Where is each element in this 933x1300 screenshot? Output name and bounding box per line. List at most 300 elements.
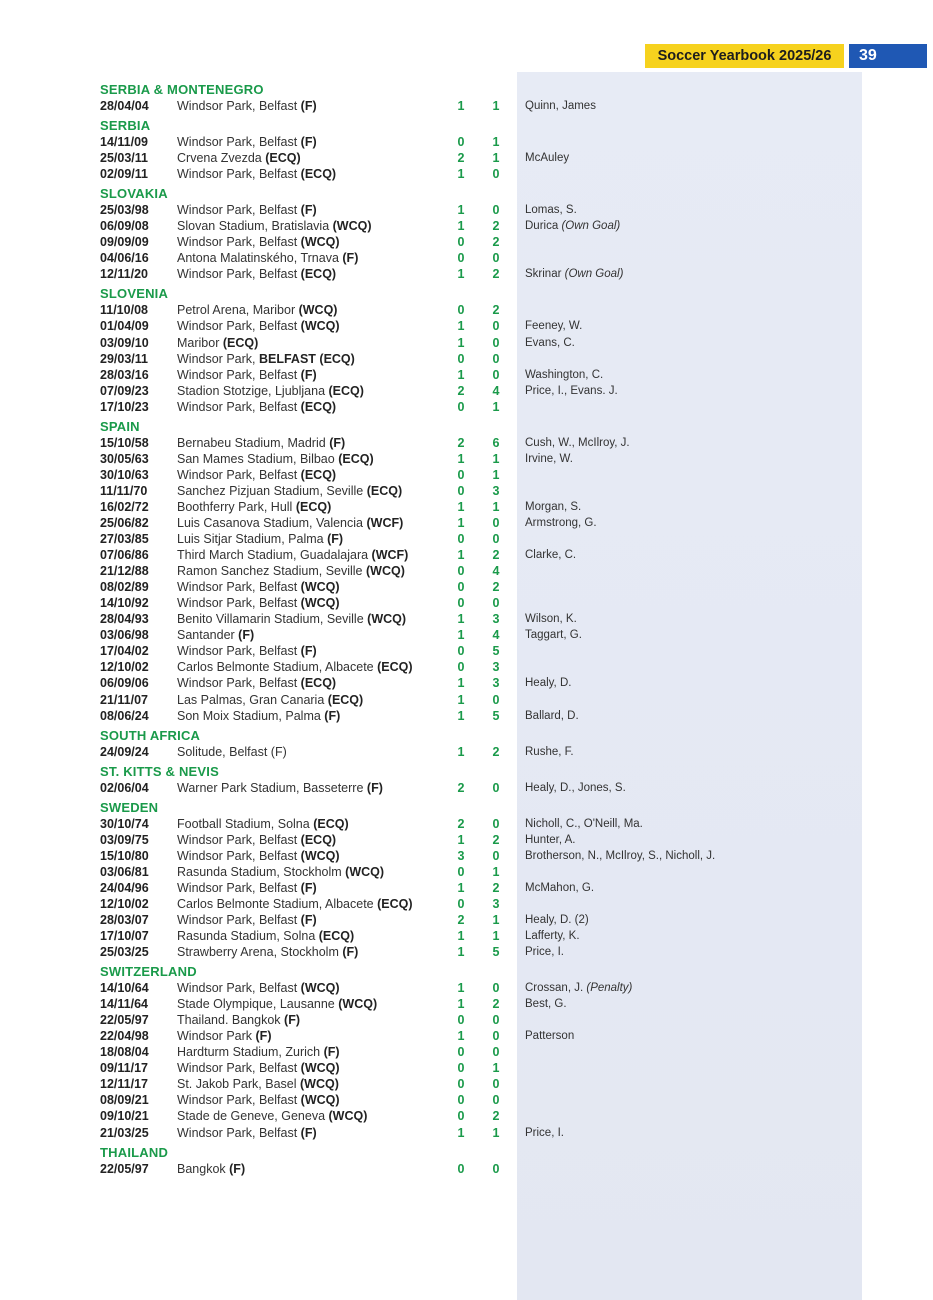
- match-row: [100, 499, 900, 515]
- score-home: 0: [457, 1093, 465, 1108]
- goal-scorers: [525, 318, 582, 334]
- match-date: 03/06/98: [100, 628, 149, 643]
- score-home: 1: [457, 929, 465, 944]
- match-date: 15/10/80: [100, 848, 149, 863]
- match-date: 07/06/86: [100, 548, 149, 563]
- match-row: [100, 166, 900, 182]
- match-date: 16/02/72: [100, 499, 149, 514]
- match-row: [100, 1108, 900, 1124]
- match-venue: [177, 98, 317, 114]
- match-venue: [177, 166, 336, 182]
- scorer-names: Durica: [525, 220, 559, 233]
- match-row: [100, 515, 900, 531]
- score-home: 1: [457, 167, 465, 182]
- venue-name: Windsor Park, Belfast: [177, 203, 298, 218]
- goal-scorers: [525, 980, 632, 996]
- goal-scorers: [525, 675, 571, 691]
- score-home: 1: [457, 267, 465, 282]
- match-venue: [177, 318, 340, 334]
- score-away: 1: [492, 499, 500, 514]
- match-date: 09/11/17: [100, 1061, 148, 1076]
- competition-code: (F): [324, 708, 341, 723]
- match-date: 15/10/58: [100, 435, 149, 450]
- match-date: 03/09/75: [100, 832, 149, 847]
- competition-code: (WCQ): [338, 997, 378, 1012]
- venue-name: Windsor Park, Belfast: [177, 367, 298, 382]
- goal-scorers: [525, 98, 596, 114]
- venue-name: Carlos Belmonte Stadium, Albacete: [177, 660, 374, 675]
- competition-code: (ECQ): [300, 676, 337, 691]
- score-home: 1: [457, 832, 465, 847]
- competition-code: BELFAST (ECQ): [258, 351, 355, 366]
- venue-name: Windsor Park, Belfast: [177, 644, 298, 659]
- match-date: 12/10/02: [100, 896, 149, 911]
- venue-name: Hardturm Stadium, Zurich: [177, 1045, 321, 1060]
- score-away: 2: [492, 832, 500, 847]
- goal-scorers: [525, 928, 580, 944]
- country-heading: THAILAND: [100, 1144, 169, 1160]
- score-home: 0: [457, 235, 465, 250]
- match-venue: [177, 944, 358, 960]
- score-away: 0: [492, 515, 500, 530]
- country-section: [100, 419, 900, 724]
- competition-code: (WCQ): [300, 319, 340, 334]
- match-row: [100, 250, 900, 266]
- match-venue: [177, 1012, 300, 1028]
- score-away: 5: [492, 945, 500, 960]
- country-section: [100, 800, 900, 960]
- match-date: 25/03/25: [100, 945, 149, 960]
- match-row: [100, 1060, 900, 1076]
- match-row: [100, 627, 900, 643]
- match-row: [100, 483, 900, 499]
- match-venue: [177, 483, 402, 499]
- scorer-names: Washington, C.: [525, 368, 604, 381]
- competition-code: (ECQ): [338, 451, 374, 466]
- score-home: 1: [457, 628, 465, 643]
- match-venue: [177, 351, 355, 367]
- venue-name: Windsor Park,: [177, 351, 256, 366]
- match-row: [100, 435, 900, 451]
- match-row: [100, 563, 900, 579]
- country-heading: ST. KITTS & NEVIS: [100, 763, 219, 779]
- country-heading: SOUTH AFRICA: [100, 727, 201, 743]
- match-date: 27/03/85: [100, 532, 149, 547]
- match-row: [100, 643, 900, 659]
- score-home: 2: [457, 383, 465, 398]
- score-away: 1: [492, 1125, 500, 1140]
- match-row: [100, 864, 900, 880]
- match-venue: [177, 643, 317, 659]
- scorer-names: Lomas, S.: [525, 204, 577, 217]
- country-section: [100, 964, 900, 1140]
- match-date: 25/03/11: [100, 151, 148, 166]
- match-date: 02/06/04: [100, 780, 149, 795]
- venue-name: Ramon Sanchez Stadium, Seville: [177, 564, 363, 579]
- score-away: 0: [492, 251, 500, 266]
- match-venue: [177, 1076, 339, 1092]
- score-home: 0: [457, 896, 465, 911]
- competition-code: (ECQ): [300, 267, 337, 282]
- match-row: [100, 1044, 900, 1060]
- scorer-names: Lafferty, K.: [525, 930, 580, 943]
- venue-name: Windsor Park, Belfast: [177, 399, 298, 414]
- score-home: 3: [457, 848, 465, 863]
- goal-scorers: [525, 266, 623, 282]
- goal-scorers: [525, 1028, 574, 1044]
- competition-code: (F): [238, 628, 255, 643]
- goal-scorers: [525, 611, 577, 627]
- match-venue: [177, 864, 384, 880]
- match-venue: [177, 627, 254, 643]
- score-home: 1: [457, 1029, 465, 1044]
- venue-name: Windsor Park, Belfast: [177, 99, 298, 113]
- match-date: 12/11/17: [100, 1077, 148, 1092]
- match-date: 11/10/08: [100, 303, 148, 318]
- scorer-names: Price, I., Evans. J.: [525, 384, 618, 397]
- score-away: 2: [492, 267, 500, 282]
- score-home: 0: [457, 483, 465, 498]
- match-venue: [177, 266, 336, 282]
- country-heading: SWEDEN: [100, 799, 159, 815]
- venue-name: Windsor Park, Belfast: [177, 676, 298, 691]
- score-away: 0: [492, 1013, 500, 1028]
- score-home: 2: [457, 151, 465, 166]
- venue-name: Windsor Park, Belfast: [177, 912, 298, 927]
- score-away: 0: [492, 1093, 500, 1108]
- country-section: [100, 186, 900, 282]
- venue-name: St. Jakob Park, Basel: [177, 1077, 297, 1092]
- scorer-names: Evans, C.: [525, 336, 575, 349]
- match-date: 12/11/20: [100, 267, 148, 282]
- match-venue: [177, 1125, 317, 1141]
- match-row: [100, 595, 900, 611]
- match-row: [100, 335, 900, 351]
- venue-name: Stadion Stotzige, Ljubljana: [177, 383, 326, 398]
- match-row: [100, 451, 900, 467]
- competition-code: (ECQ): [300, 832, 337, 847]
- score-away: 3: [492, 896, 500, 911]
- match-row: [100, 832, 900, 848]
- match-date: 14/11/64: [100, 997, 148, 1012]
- competition-code: (WCQ): [366, 564, 405, 579]
- match-venue: [177, 435, 345, 451]
- match-venue: [177, 335, 258, 351]
- country-section: [100, 286, 900, 414]
- score-home: 0: [457, 351, 465, 366]
- match-venue: [177, 563, 405, 579]
- match-row: [100, 896, 900, 912]
- competition-code: (F): [300, 99, 317, 113]
- match-venue: [177, 218, 372, 234]
- venue-name: Third March Stadium, Guadalajara: [177, 548, 369, 563]
- match-venue: [177, 383, 364, 399]
- match-row: [100, 318, 900, 334]
- match-date: 22/05/97: [100, 1013, 149, 1028]
- goal-scorers: [525, 383, 618, 399]
- score-away: 2: [492, 997, 500, 1012]
- competition-code: (F): [342, 945, 359, 960]
- scorer-note: (Penalty): [586, 982, 633, 995]
- venue-name: Luis Sitjar Stadium, Palma: [177, 532, 324, 547]
- score-home: 1: [457, 451, 465, 466]
- match-row: [100, 980, 900, 996]
- match-row: [100, 675, 900, 691]
- scorer-names: Armstrong, G.: [525, 516, 597, 529]
- score-home: 1: [457, 692, 465, 707]
- score-home: 0: [457, 1061, 465, 1076]
- goal-scorers: [525, 150, 569, 166]
- venue-name: Santander: [177, 628, 235, 643]
- goal-scorers: [525, 367, 603, 383]
- country-heading: SERBIA & MONTENEGRO: [100, 82, 264, 97]
- score-home: 0: [457, 580, 465, 595]
- goal-scorers: [525, 547, 576, 563]
- score-home: 0: [457, 467, 465, 482]
- match-venue: [177, 659, 413, 675]
- venue-name: Football Stadium, Solna: [177, 816, 310, 831]
- match-venue: [177, 579, 340, 595]
- venue-name: Maribor: [177, 335, 220, 350]
- venue-name: Rasunda Stadium, Stockholm: [177, 864, 342, 879]
- competition-code: (WCQ): [328, 1109, 368, 1124]
- competition-code: (F): [327, 532, 344, 547]
- match-date: 28/04/93: [100, 612, 149, 627]
- match-date: 25/06/82: [100, 515, 149, 530]
- scorer-names: Clarke, C.: [525, 549, 577, 562]
- competition-code: (WCQ): [300, 580, 340, 595]
- match-row: [100, 611, 900, 627]
- match-venue: [177, 880, 317, 896]
- score-away: 1: [492, 467, 500, 482]
- country-heading: SLOVAKIA: [100, 186, 168, 202]
- match-date: 17/10/23: [100, 399, 149, 414]
- competition-code: (WCQ): [300, 235, 340, 250]
- venue-name: Windsor Park, Belfast: [177, 1093, 298, 1108]
- score-away: 5: [492, 708, 500, 723]
- scorer-note: (Own Goal): [561, 220, 621, 233]
- match-venue: [177, 996, 377, 1012]
- venue-name: Thailand. Bangkok: [177, 1013, 281, 1028]
- score-away: 0: [492, 596, 500, 611]
- competition-code: (ECQ): [327, 692, 364, 707]
- goal-scorers: [525, 944, 564, 960]
- match-venue: [177, 302, 337, 318]
- score-away: 2: [492, 580, 500, 595]
- venue-name: Windsor Park, Belfast: [177, 832, 298, 847]
- score-away: 1: [492, 99, 500, 113]
- score-away: 2: [492, 235, 500, 250]
- country-section: [100, 1145, 900, 1177]
- competition-code: (F): [284, 1013, 300, 1028]
- score-away: 0: [492, 319, 500, 334]
- match-row: [100, 467, 900, 483]
- match-date: 02/09/11: [100, 167, 148, 182]
- match-date: 09/10/21: [100, 1109, 149, 1124]
- venue-name: San Mames Stadium, Bilbao: [177, 451, 335, 466]
- match-venue: [177, 150, 301, 166]
- score-away: 1: [492, 864, 500, 879]
- match-date: 30/10/74: [100, 816, 149, 831]
- venue-name: Antona Malatinského, Trnava: [177, 251, 339, 266]
- score-home: 0: [457, 399, 465, 414]
- scorer-names: Rushe, F.: [525, 745, 574, 758]
- match-venue: [177, 250, 358, 266]
- score-home: 0: [457, 1109, 465, 1124]
- scorer-names: Price, I.: [525, 946, 564, 959]
- venue-name: Petrol Arena, Maribor: [177, 303, 296, 318]
- scorer-names: Skrinar: [525, 268, 562, 281]
- score-home: 1: [457, 1125, 465, 1140]
- match-row: [100, 383, 900, 399]
- venue-name: Strawberry Arena, Stockholm: [177, 945, 339, 960]
- score-away: 0: [492, 367, 500, 382]
- country-heading: SERBIA: [100, 118, 151, 134]
- match-row: [100, 708, 900, 724]
- match-row: [100, 134, 900, 150]
- match-row: [100, 150, 900, 166]
- score-away: 3: [492, 612, 500, 627]
- match-venue: [177, 499, 331, 515]
- venue-name: Benito Villamarin Stadium, Seville: [177, 612, 364, 627]
- score-away: 5: [492, 644, 500, 659]
- score-home: 1: [457, 335, 465, 350]
- score-away: 3: [492, 676, 500, 691]
- match-venue: [177, 896, 413, 912]
- match-row: [100, 1125, 900, 1141]
- competition-code: (F): [300, 135, 317, 150]
- match-venue: [177, 708, 340, 724]
- competition-code: (WCQ): [345, 864, 385, 879]
- match-venue: [177, 1092, 340, 1108]
- score-away: 2: [492, 548, 500, 563]
- match-date: 29/03/11: [100, 351, 148, 366]
- match-date: 28/03/07: [100, 912, 149, 927]
- match-row: [100, 218, 900, 234]
- match-venue: [177, 912, 317, 928]
- score-away: 1: [492, 135, 500, 150]
- match-row: [100, 579, 900, 595]
- scorer-names: Taggart, G.: [525, 629, 582, 642]
- match-row: [100, 1028, 900, 1044]
- scorer-names: Crossan, J.: [525, 982, 584, 995]
- score-away: 4: [492, 383, 500, 398]
- scorer-names: McMahon, G.: [525, 881, 595, 894]
- score-away: 0: [492, 1077, 500, 1092]
- competition-code: (ECQ): [318, 929, 355, 944]
- match-venue: [177, 467, 336, 483]
- match-venue: [177, 547, 408, 563]
- score-away: 0: [492, 848, 500, 863]
- score-home: 1: [457, 945, 465, 960]
- scorer-names: McAuley: [525, 152, 570, 165]
- score-home: 0: [457, 1045, 465, 1060]
- score-away: 3: [492, 660, 500, 675]
- competition-code: (WCQ): [300, 1061, 340, 1076]
- score-home: 0: [457, 864, 465, 879]
- venue-name: Boothferry Park, Hull: [177, 499, 293, 514]
- match-date: 09/09/09: [100, 235, 149, 250]
- venue-name: Windsor Park, Belfast: [177, 848, 298, 863]
- goal-scorers: [525, 515, 597, 531]
- competition-code: (ECQ): [366, 483, 403, 498]
- score-away: 0: [492, 981, 500, 996]
- competition-code: (ECQ): [313, 816, 349, 831]
- match-date: 18/08/04: [100, 1045, 149, 1060]
- score-away: 3: [492, 483, 500, 498]
- match-venue: [177, 1161, 245, 1177]
- competition-code: (F): [300, 1125, 317, 1140]
- match-venue: [177, 1044, 340, 1060]
- score-home: 1: [457, 676, 465, 691]
- score-home: 0: [457, 532, 465, 547]
- match-venue: [177, 744, 287, 760]
- score-away: 0: [492, 1161, 500, 1176]
- match-venue: [177, 515, 403, 531]
- goal-scorers: [525, 708, 579, 724]
- match-date: 14/10/92: [100, 596, 149, 611]
- match-row: [100, 692, 900, 708]
- score-home: 2: [457, 435, 465, 450]
- match-date: 08/06/24: [100, 708, 149, 723]
- goal-scorers: [525, 780, 626, 796]
- country-heading: SWITZERLAND: [100, 964, 197, 980]
- venue-name: Windsor Park, Belfast: [177, 167, 298, 182]
- score-home: 0: [457, 564, 465, 579]
- country-section: [100, 764, 900, 796]
- competition-code: (WCQ): [300, 596, 340, 611]
- scorer-names: Hunter, A.: [525, 833, 576, 846]
- venue-name: Windsor Park: [177, 1029, 253, 1044]
- score-home: 0: [457, 1161, 465, 1176]
- score-home: 1: [457, 744, 465, 759]
- match-row: [100, 234, 900, 250]
- scorer-names: Price, I.: [525, 1126, 564, 1139]
- match-date: 21/12/88: [100, 564, 149, 579]
- competition-code: (ECQ): [300, 467, 337, 482]
- score-home: 1: [457, 997, 465, 1012]
- match-date: 08/09/21: [100, 1093, 149, 1108]
- match-row: [100, 944, 900, 960]
- venue-name: Son Moix Stadium, Palma: [177, 708, 321, 723]
- score-away: 0: [492, 780, 500, 795]
- match-date: 01/04/09: [100, 319, 149, 334]
- match-row: [100, 780, 900, 796]
- score-away: 2: [492, 880, 500, 895]
- scorer-names: Irvine, W.: [525, 452, 573, 465]
- goal-scorers: [525, 912, 589, 928]
- scorer-names: Cush, W., McIlroy, J.: [525, 436, 630, 449]
- match-row: [100, 202, 900, 218]
- score-home: 0: [457, 596, 465, 611]
- competition-code: (F): [300, 644, 317, 659]
- match-date: 11/11/70: [100, 483, 148, 498]
- score-away: 1: [492, 399, 500, 414]
- score-home: 1: [457, 99, 465, 113]
- score-away: 0: [492, 351, 500, 366]
- match-row: [100, 351, 900, 367]
- match-row: [100, 880, 900, 896]
- score-away: 0: [492, 1045, 500, 1060]
- venue-name: Windsor Park, Belfast: [177, 135, 298, 150]
- competition-code: (WCF): [371, 548, 409, 563]
- goal-scorers: [525, 744, 574, 760]
- goal-scorers: [525, 218, 620, 234]
- competition-code: (F): [300, 367, 317, 382]
- match-venue: [177, 234, 340, 250]
- match-date: 30/10/63: [100, 467, 149, 482]
- match-row: [100, 302, 900, 318]
